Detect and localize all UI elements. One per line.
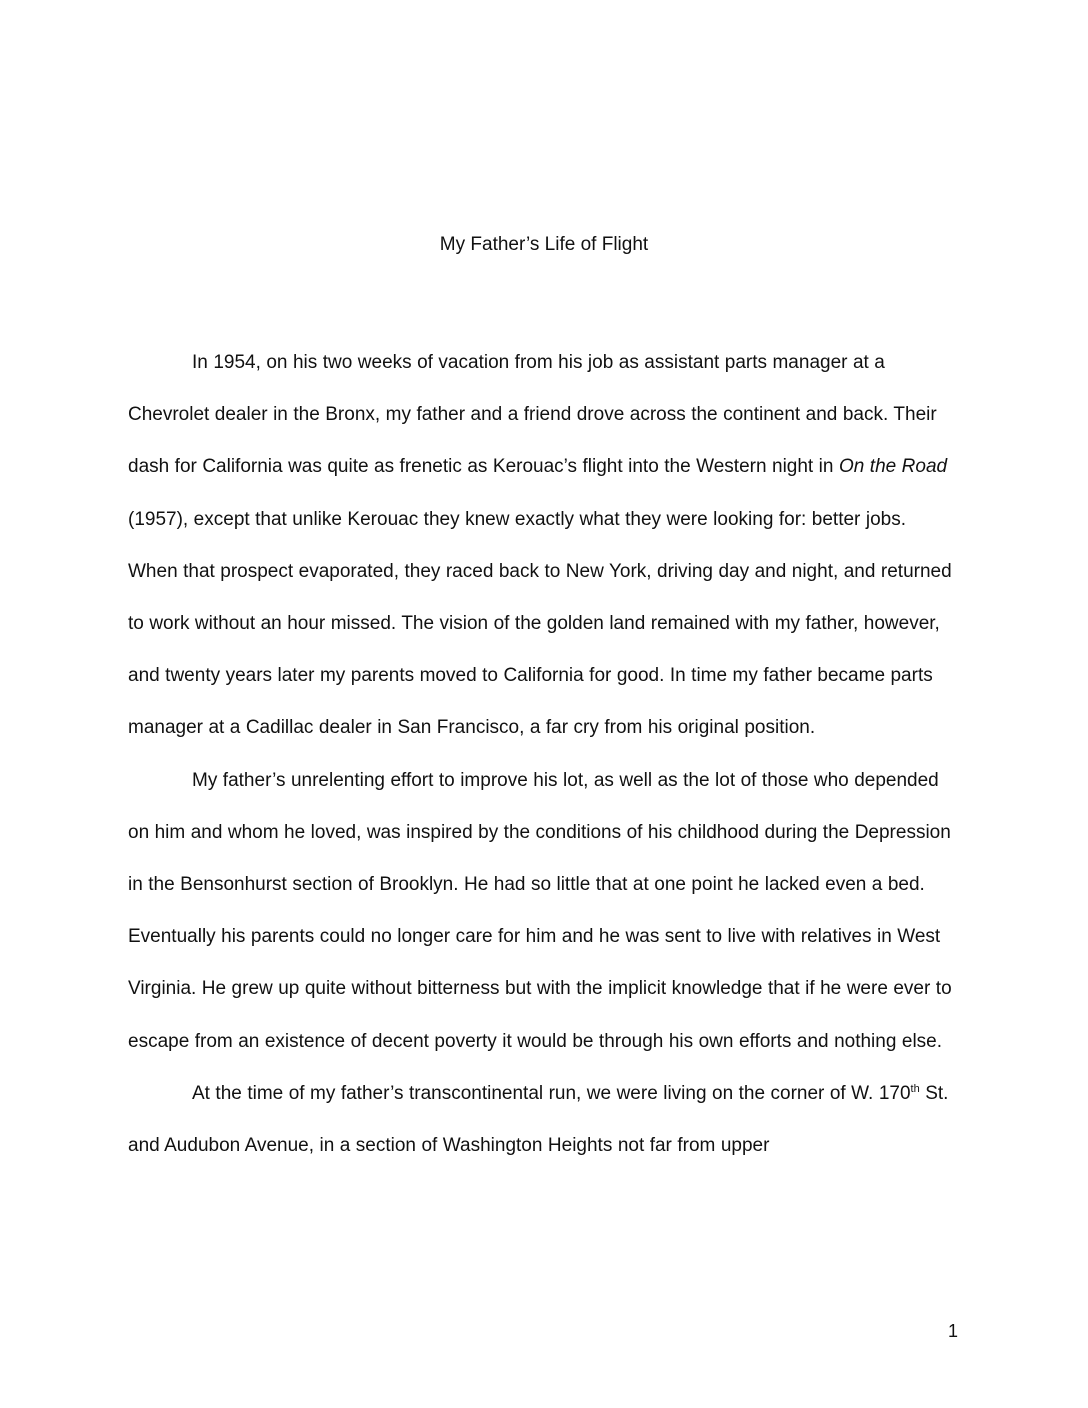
paragraph-3-text-a: At the time of my father’s transcontinental run, we were living on the corner of W. 170: [192, 1082, 911, 1104]
paragraph-1-text-b: (1957), except that unlike Kerouac they knew exactly what they were looking for: better jobs. When that prospect evaporated, they raced back to New York, driving day and night, and returned to work without an hour missed. The vision of the golden land remained with my father, however, and twenty years later my parents moved to California for good. In time my father became parts manager at a Cadillac dealer in San Francisco, a far cry from his original position.: [128, 508, 952, 739]
document-body: [128, 337, 960, 1172]
document-title: My Father’s Life of Flight: [439, 234, 649, 255]
paragraph-3: [128, 1068, 960, 1172]
paragraph-3-text-b: St. and Audubon Avenue, in a section of Washington Heights not far from upper: [128, 1082, 949, 1157]
paragraph-1-text-a: In 1954, on his two weeks of vacation from his job as assistant parts manager at a Chevrolet dealer in the Bronx, my father and a friend drove across the continent and back. Their dash for California was quite as frenetic as Kerouac’s flight into the Western night in: [128, 352, 937, 478]
paragraph-1: [128, 337, 960, 755]
page-number: 1: [947, 1321, 958, 1341]
book-title-on-the-road: On the Road: [838, 456, 948, 478]
ordinal-superscript: th: [910, 1082, 920, 1095]
paragraph-2: My father’s unrelenting effort to improve his lot, as well as the lot of those who depended on him and whom he loved, was inspired by the conditions of his childhood during the Depression in the Bensonhurst section of Brooklyn. He had so little that at one point he lacked even a bed. Eventually his parents could no longer care for him and he was sent to live with relatives in West Virginia. He grew up quite without bitterness but with the implicit knowledge that if he were ever to escape from an existence of decent poverty it would be through his own efforts and nothing else.: [128, 769, 952, 1052]
